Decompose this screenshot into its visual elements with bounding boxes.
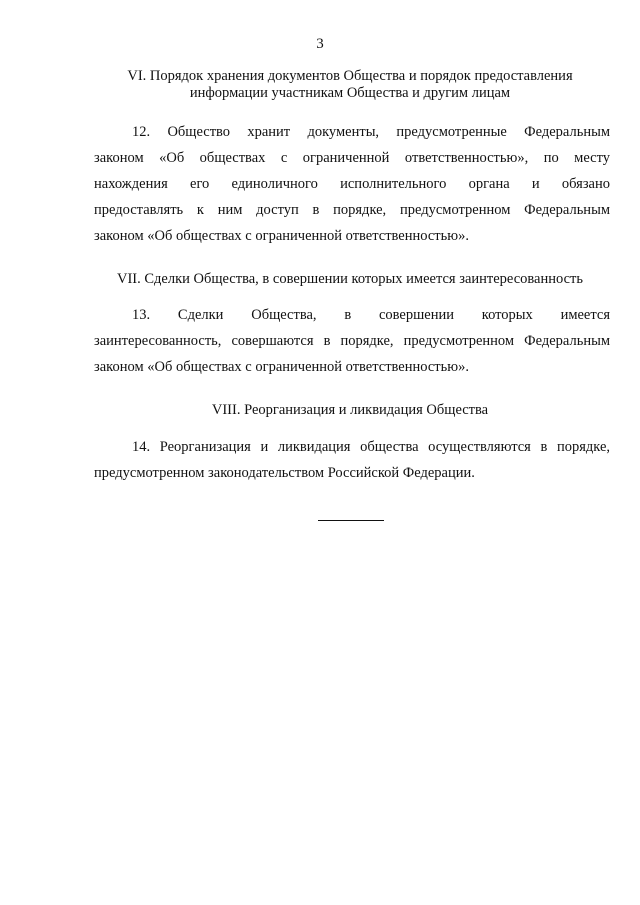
paragraph-12	[94, 119, 610, 249]
paragraph-13	[94, 302, 610, 380]
paragraph-line: предусмотренном законодательством Российской Федерации.	[94, 465, 475, 481]
section-heading-vi	[100, 68, 600, 102]
paragraph-line: 14. Реорганизация и ликвидация общества осуществляются в порядке,	[132, 439, 610, 455]
closing-rule	[318, 520, 384, 521]
section-heading-line: VIII. Реорганизация и ликвидация Общества	[211, 402, 489, 418]
paragraph-line: законом «Об обществах с ограниченной ответственностью».	[94, 359, 469, 375]
section-heading-line: VI. Порядок хранения документов Общества и порядок предоставления	[127, 68, 573, 84]
paragraph-14	[94, 434, 610, 486]
paragraph-line: 12. Общество хранит документы, предусмотренные Федеральным	[132, 124, 610, 140]
page-number: 3	[316, 36, 324, 52]
section-heading-viii	[100, 402, 600, 419]
paragraph-line: заинтересованность, совершаются в порядке, предусмотренном Федеральным	[94, 333, 610, 349]
paragraph-line: законом «Об обществах с ограниченной ответственностью».	[94, 228, 469, 244]
section-heading-line: информации участникам Общества и другим лицам	[189, 85, 511, 101]
section-heading-vii	[70, 271, 630, 288]
paragraph-line: нахождения его единоличного исполнительного органа и обязано	[94, 176, 610, 192]
section-heading-line: VII. Сделки Общества, в совершении которых имеется заинтересованность	[116, 271, 584, 287]
paragraph-line: законом «Об обществах с ограниченной ответственностью», по месту	[94, 150, 610, 166]
paragraph-line: 13. Сделки Общества, в совершении которых имеется	[132, 307, 610, 323]
paragraph-line: предоставлять к ним доступ в порядке, предусмотренном Федеральным	[94, 202, 610, 218]
